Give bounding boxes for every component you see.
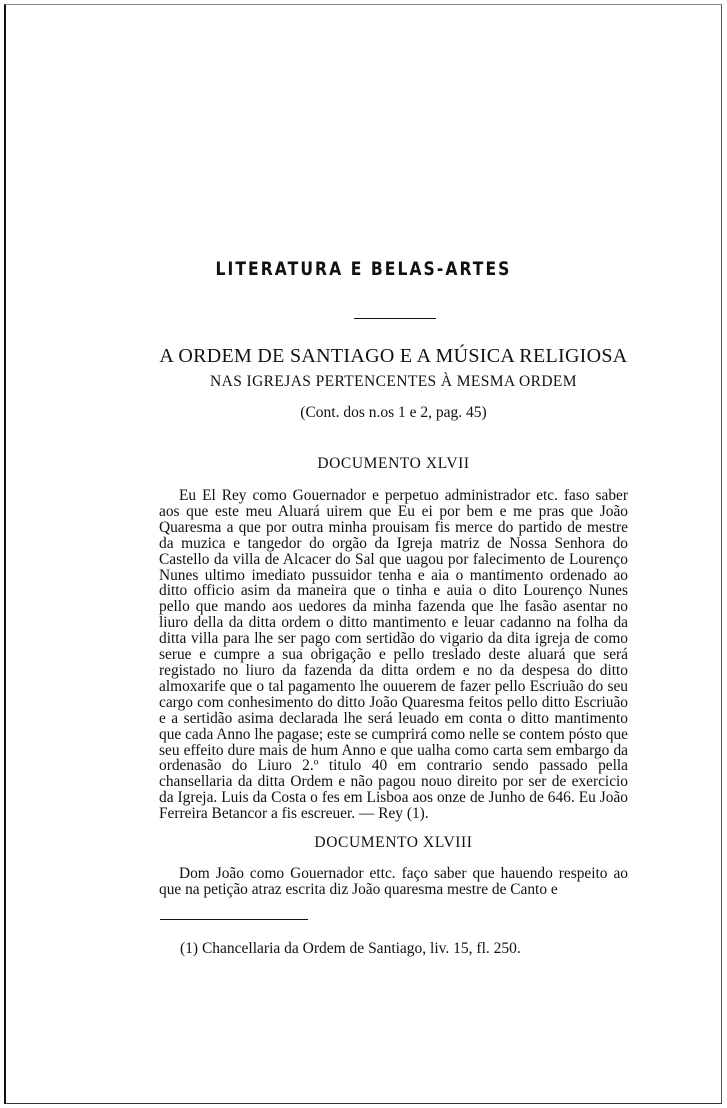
- document-heading: DOCUMENTO XLVIII: [314, 834, 473, 851]
- article-subtitle: NAS IGREJAS PERTENCENTES À MESMA ORDEM: [210, 373, 577, 390]
- footnote-divider: [160, 919, 308, 920]
- footnote: (1) Chancellaria da Ordem de Santiago, liv. 15, fl. 250.: [180, 940, 521, 957]
- title-divider: [354, 318, 436, 319]
- article-title: A ORDEM DE SANTIAGO E A MÚSICA RELIGIOSA: [159, 345, 628, 367]
- document-body: Dom João como Gouernador ettc. faço saber que hauendo respeito ao que na petição atraz escrita diz João quaresma mestre de Canto e: [159, 865, 628, 898]
- section-title: LITERATURA E BELAS-ARTES: [215, 258, 512, 280]
- document-heading: DOCUMENTO XLVII: [317, 455, 470, 472]
- continuation-note: (Cont. dos n.os 1 e 2, pag. 45): [300, 404, 487, 421]
- document-body: Eu El Rey como Gouernador e perpetuo administrador etc. faso saber aos que este meu Aluará uirem que Eu ei por bem e me pras que João Quaresma a que por outra minha prouisam fis merce do partido de mestre da muzica e tangedor do orgão da Igreja matriz de Nossa Senhora do Castello da villa de Alcacer do Sal que uagou por falecimento de Lourenço Nunes ultimo imediato pussuidor tenha e aia o mantimento ordenado ao ditto officio asim da maneira que o tinha e auia o dito Lourenço Nunes pello que mando aos uedores da minha fazenda que lhe fasão asentar no liuro della da ditta ordem o ditto mantimento e leuar cadanno na folha da ditta villa para lhe ser pago com sertidão do vigario da dita igreja de como serue e cumpre a sua obrigação e pello treslado deste aluará que será registado no liuro da fazenda da ditta ordem e no da despesa do ditto almoxarife que o tal pagamento lhe ouuerem de fazer pello Escriuão do seu cargo com conhesimento do ditto João Quaresma feitos pello ditto Escriuão e a sertidão asima declarada lhe será leuado em conta o ditto mantimento que cada Anno lhe pagase; este se cumprirá como nelle se contem pósto que seu effeito dure mais de hum Anno e que ualha como carta sem embargo da ordenasão do Liuro 2.º titulo 40 em contrario sendo passado pella chansellaria da ditta Ordem e não pagou nouo direito por ser de exercicio da Igreja. Luis da Costa o fes em Lisboa aos onze de Junho de 646. Eu João Ferreira Betancor a fis escreuer. — Rey (1).: [159, 487, 628, 823]
